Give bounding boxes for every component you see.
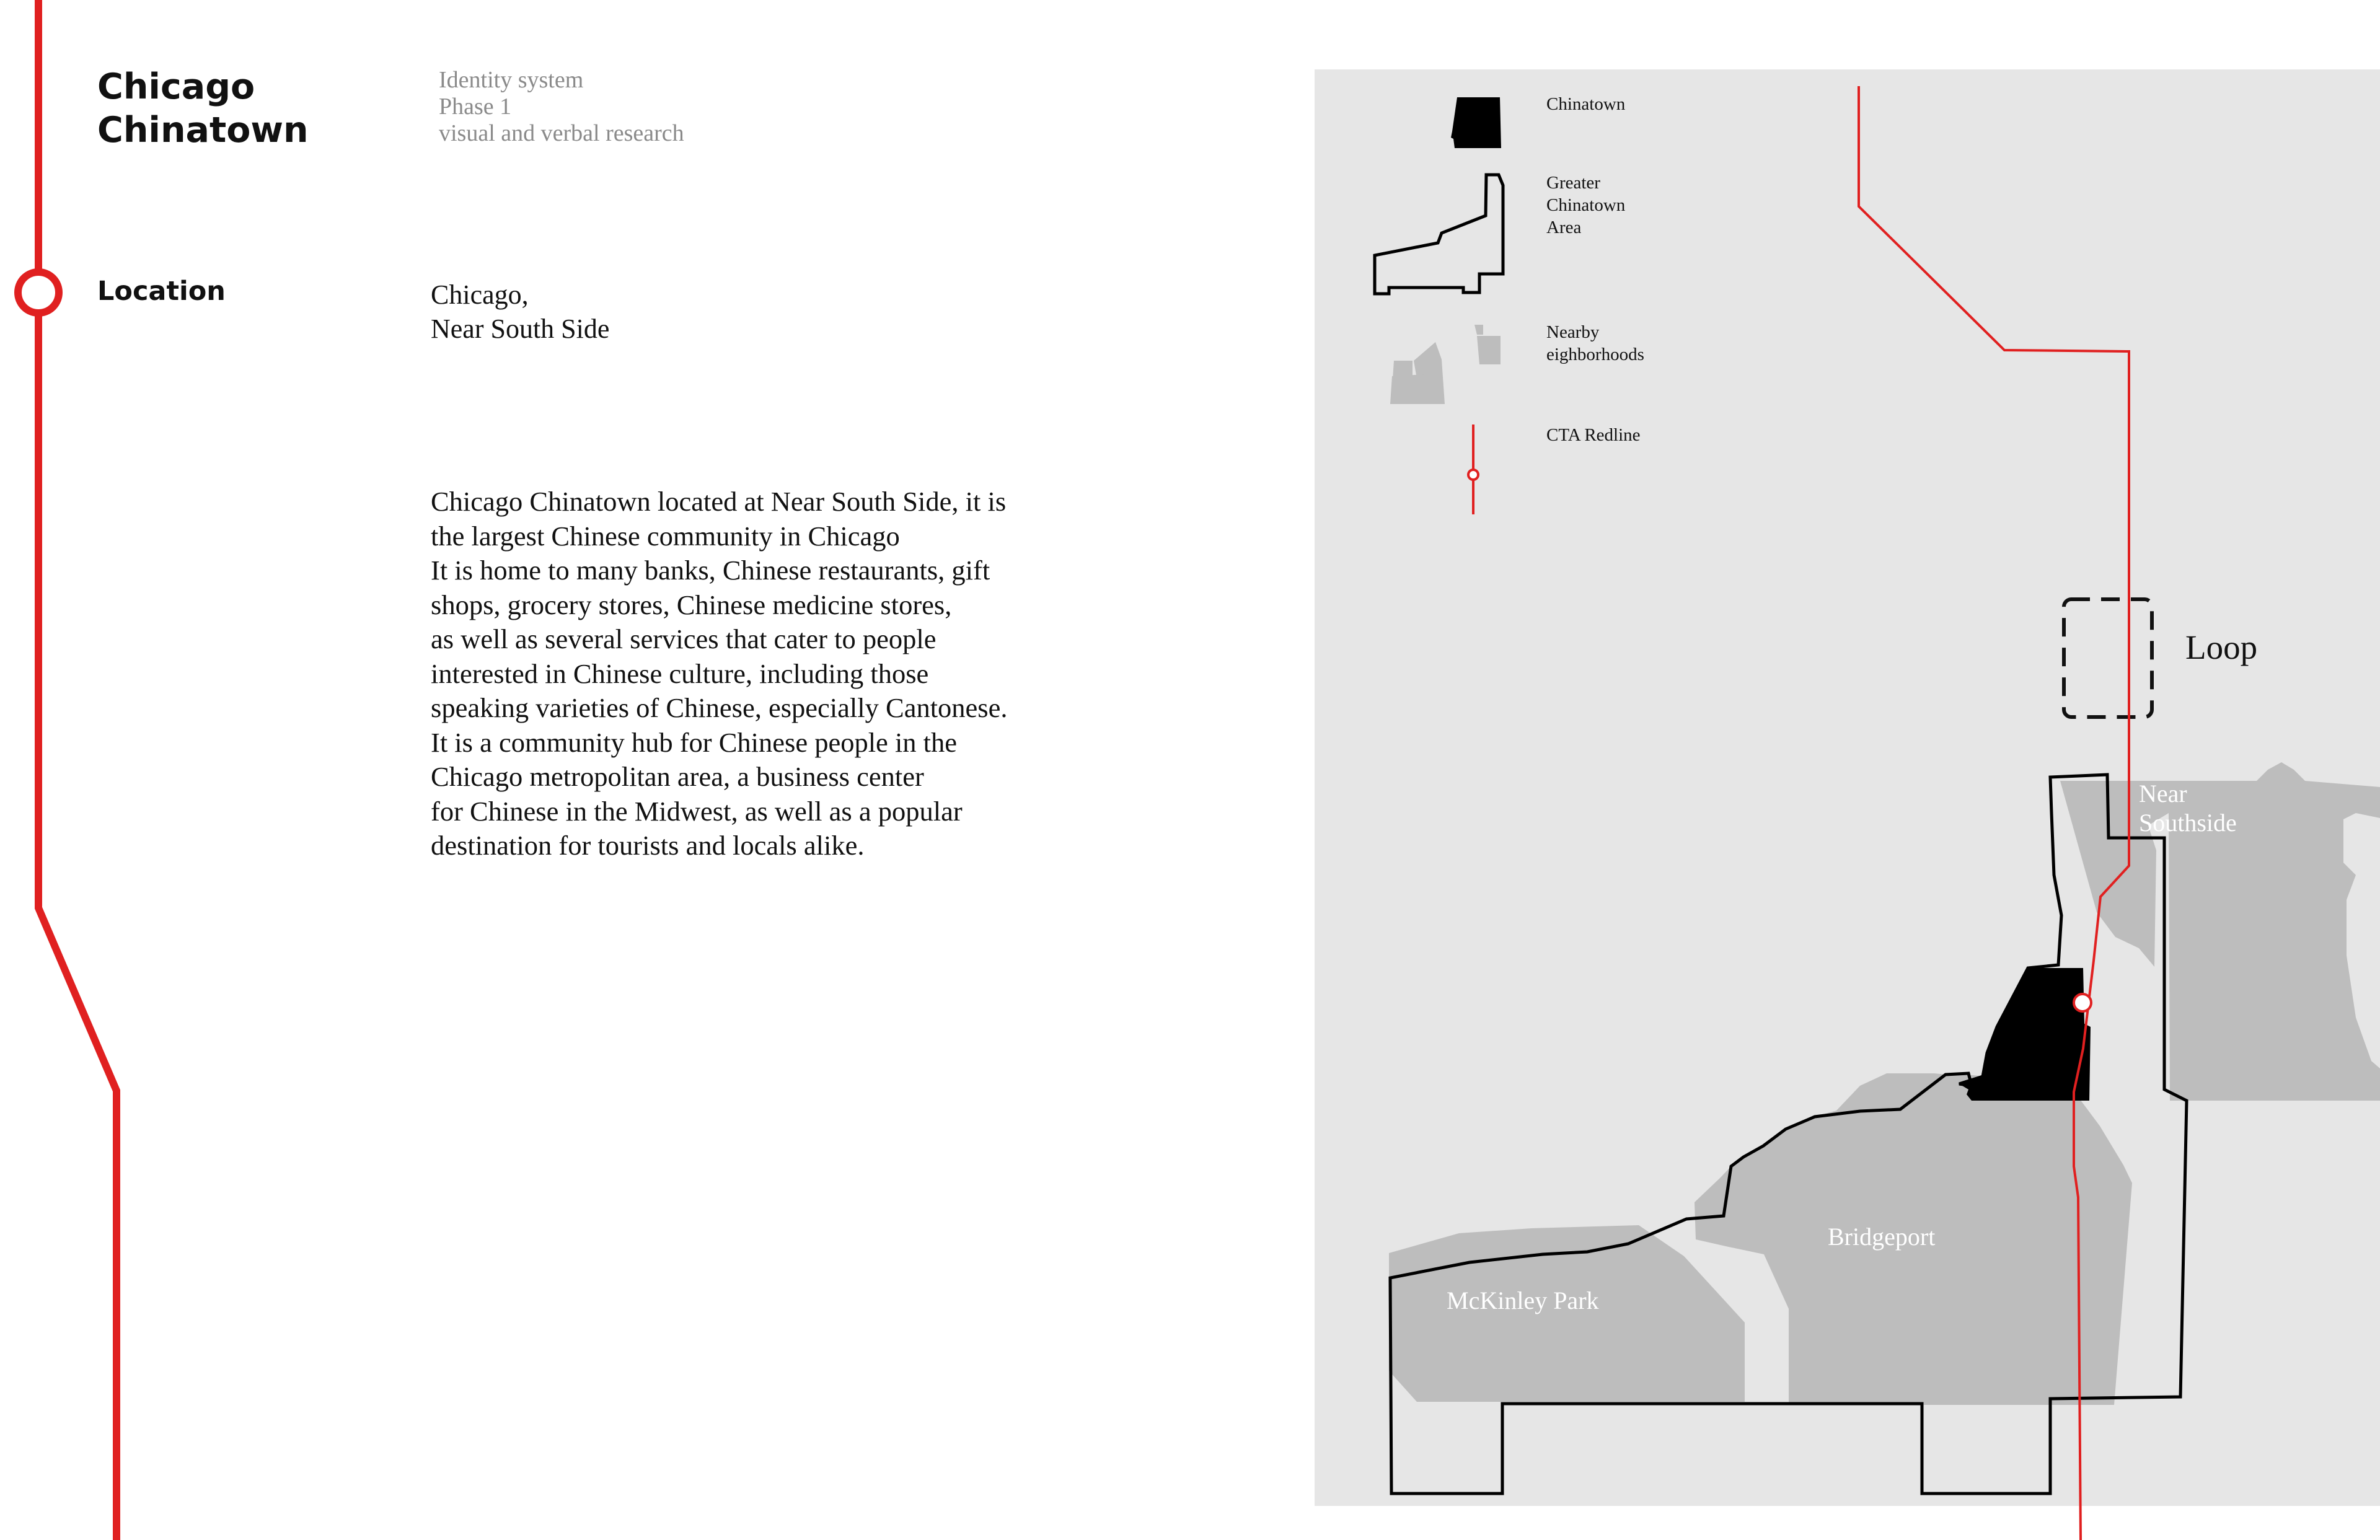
timeline-rail [0,0,161,1540]
description-line: shops, grocery stores, Chinese medicine stores, [431,589,952,620]
location-place [431,278,609,346]
description-line: It is a community hub for Chinese people in the [431,726,958,758]
place-line: Near South Side [431,314,610,344]
legend-redline-label: CTA Redline [1546,425,1641,445]
project-meta [439,67,684,147]
place-line: Chicago, [431,279,529,310]
timeline-line [38,0,117,1540]
legend-nearby-label: Nearby eighborhoods [1546,322,1644,364]
chinatown-shape-icon [1451,97,1501,148]
loop-label: Loop [2185,628,2258,666]
title-line: Chinatown [97,110,309,151]
meta-line: visual and verbal research [439,120,684,146]
description-line: destination for tourists and locals alike. [431,830,865,861]
neighborhood-map [1315,69,2380,1540]
description-line: It is home to many banks, Chinese restaurants, gift [431,555,990,586]
title-line: Chicago [97,66,255,107]
bridgeport-label: Bridgeport [1828,1223,1936,1251]
near-southside-label: Near Southside [2139,780,2237,837]
description-line: for Chinese in the Midwest, as well as a popular [431,795,963,827]
description-line: as well as several services that cater to people [431,623,937,654]
description-line: interested in Chinese culture, including those [431,658,929,689]
legend-chinatown-label: Chinatown [1546,94,1626,114]
mckinley-park-label: McKinley Park [1447,1287,1599,1314]
description-line: speaking varieties of Chinese, especially Cantonese. [431,692,1008,723]
meta-line: Phase 1 [439,94,512,120]
meta-line: Identity system [439,67,584,93]
page-title [97,65,309,152]
station-circle-icon [18,272,59,313]
location-description [431,485,1008,863]
chinatown-station-icon [2074,994,2091,1011]
description-line: Chicago Chinatown located at Near South Side, it is [431,486,1007,517]
description-line: the largest Chinese community in Chicago [431,520,900,552]
legend-greater-label: Greater Chinatown Area [1546,173,1626,237]
description-line: Chicago metropolitan area, a business center [431,761,924,792]
section-label: Location [97,276,226,307]
